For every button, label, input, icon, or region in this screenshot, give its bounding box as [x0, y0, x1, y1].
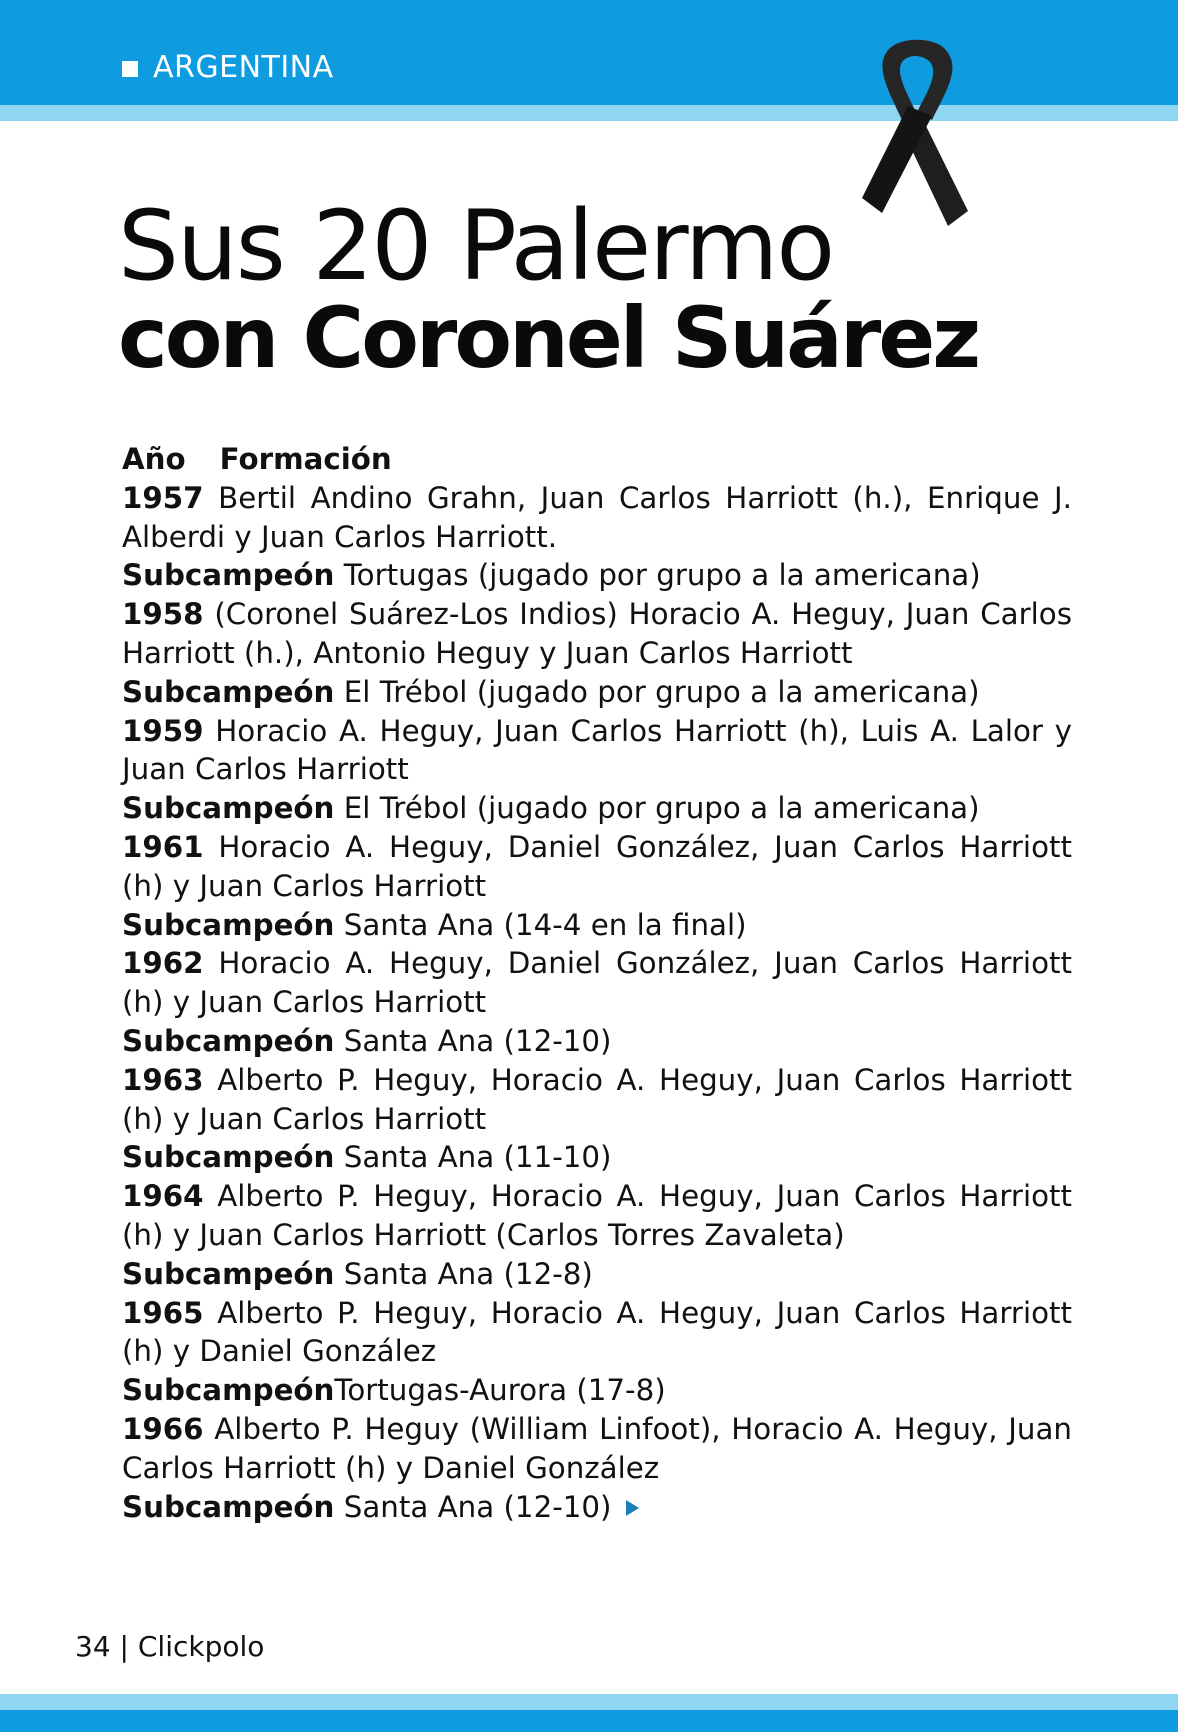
entry-year-line	[122, 479, 1072, 557]
runner-up-team: Tortugas-Aurora (17-8)	[334, 1373, 666, 1408]
entry-year: 1962	[122, 946, 204, 981]
runner-up-label: Subcampeón	[122, 558, 335, 593]
runner-up-line	[122, 789, 1072, 828]
entry-year-line	[122, 712, 1072, 790]
footer-stripe	[0, 1694, 1178, 1710]
entry-team: Horacio A. Heguy, Daniel González, Juan Carlos Harriott (h) y Juan Carlos Harriott	[122, 946, 1072, 1020]
runner-up-label: Subcampeón	[122, 674, 335, 709]
entry-team: Horacio A. Heguy, Daniel González, Juan Carlos Harriott (h) y Juan Carlos Harriott	[122, 829, 1072, 903]
runner-up-label: Subcampeón	[122, 1140, 335, 1175]
runner-up-team: El Trébol (jugado por grupo a la americana)	[343, 791, 980, 826]
entry-year: 1966	[122, 1411, 204, 1446]
header-stripe	[0, 105, 1178, 121]
entry-year: 1957	[122, 480, 204, 515]
entry-year: 1963	[122, 1062, 204, 1097]
entry-year: 1959	[122, 713, 204, 748]
continue-arrow-icon	[626, 1500, 639, 1516]
runner-up-line	[122, 556, 1072, 595]
runner-up-line	[122, 906, 1072, 945]
entry-year-line	[122, 595, 1072, 673]
runner-up-team: Santa Ana (14-4 en la final)	[343, 907, 747, 942]
runner-up-line	[122, 1138, 1072, 1177]
entry-year-line	[122, 828, 1072, 906]
runner-up-line	[122, 1022, 1072, 1061]
runner-up-team: El Trébol (jugado por grupo a la americana)	[343, 674, 980, 709]
runner-up-line	[122, 673, 1072, 712]
runner-up-label: Subcampeón	[122, 1023, 335, 1058]
entry-year-line	[122, 1294, 1072, 1372]
entry-team: Alberto P. Heguy, Horacio A. Heguy, Juan Carlos Harriott (h) y Juan Carlos Harriott	[122, 1062, 1072, 1136]
runner-up-line	[122, 1371, 1072, 1410]
black-mourning-ribbon-icon	[852, 28, 982, 238]
runner-up-label: Subcampeón	[122, 907, 335, 942]
column-headers	[122, 440, 1072, 479]
entry-year-line	[122, 1410, 1072, 1488]
runner-up-team: Santa Ana (11-10)	[343, 1140, 612, 1175]
runner-up-line	[122, 1488, 1072, 1527]
runner-up-line	[122, 1255, 1072, 1294]
entry-year-line	[122, 1177, 1072, 1255]
column-header-team: Formación	[219, 442, 392, 476]
results-list	[122, 440, 1072, 1526]
section-bullet-icon	[122, 61, 138, 77]
runner-up-team: Santa Ana (12-10)	[343, 1023, 612, 1058]
runner-up-team: Santa Ana (12-8)	[343, 1256, 593, 1291]
entry-year: 1965	[122, 1295, 204, 1330]
runner-up-label: Subcampeón	[122, 791, 335, 826]
runner-up-label: Subcampeón	[122, 1256, 335, 1291]
entry-year: 1961	[122, 829, 204, 864]
entry-year-line	[122, 1061, 1072, 1139]
footer-band	[0, 1710, 1178, 1732]
column-header-year: Año	[122, 442, 186, 476]
page-title-emphasis: con Coronel Suárez	[118, 289, 979, 387]
runner-up-label: Subcampeón	[122, 1489, 335, 1524]
entry-team: (Coronel Suárez-Los Indios) Horacio A. Heguy, Juan Carlos Harriott (h.), Antonio Heguy y Juan Carlos Harriott	[122, 597, 1072, 670]
runner-up-team: Santa Ana (12-10)	[343, 1489, 612, 1524]
section-label: ARGENTINA	[153, 50, 334, 85]
runner-up-team: Tortugas (jugado por grupo a la americana)	[343, 558, 981, 593]
runner-up-label: Subcampeón	[122, 1373, 335, 1408]
entry-team: Alberto P. Heguy, Horacio A. Heguy, Juan Carlos Harriott (h) y Juan Carlos Harriott (Carlos Torres Zavaleta)	[122, 1179, 1072, 1252]
entry-year: 1964	[122, 1179, 204, 1214]
page-footer: 34 | Clickpolo	[75, 1630, 265, 1663]
entry-team: Horacio A. Heguy, Juan Carlos Harriott (h), Luis A. Lalor y Juan Carlos Harriott	[122, 713, 1072, 787]
entry-team: Alberto P. Heguy (William Linfoot), Horacio A. Heguy, Juan Carlos Harriott (h) y Daniel González	[122, 1411, 1072, 1485]
page-title: Sus 20 Palermo	[118, 190, 834, 302]
entry-year-line	[122, 944, 1072, 1022]
entry-team: Bertil Andino Grahn, Juan Carlos Harriott (h.), Enrique J. Alberdi y Juan Carlos Harriott.	[122, 480, 1072, 554]
entry-year: 1958	[122, 597, 204, 632]
entry-team: Alberto P. Heguy, Horacio A. Heguy, Juan Carlos Harriott (h) y Daniel González	[122, 1295, 1072, 1369]
